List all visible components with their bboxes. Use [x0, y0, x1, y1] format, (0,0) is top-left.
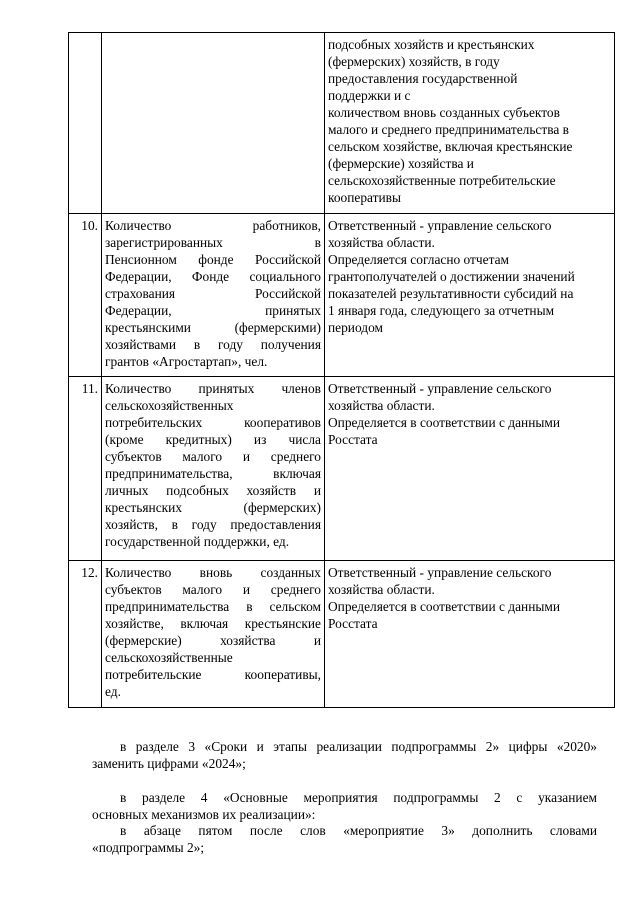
indicator-line: субъектов малого и среднего [105, 582, 321, 597]
method-cell [325, 33, 615, 214]
method-line: Росстата [328, 616, 378, 631]
method-cell [325, 377, 615, 561]
indicator-line: зарегистрированных в [105, 235, 321, 250]
indicator-line: личных подсобных хозяйств и [105, 483, 321, 498]
method-line: показателей результативности субсидий на [328, 286, 574, 301]
indicator-line: Количество работников, [105, 218, 321, 233]
method-line: Ответственный - управление сельского [328, 565, 552, 580]
method-line: Определяется в соответствии с данными [328, 415, 561, 430]
method-line: хозяйства области. [328, 398, 435, 413]
method-line: 1 января года, следующего за отчетным [328, 303, 555, 318]
method-line: хозяйства области. [328, 235, 435, 250]
indicator-line: Федерации, принятых [105, 303, 321, 318]
method-line: Определяется согласно отчетам [328, 252, 510, 267]
indicator-cell [102, 377, 325, 561]
method-cell [325, 214, 615, 377]
indicators-table [68, 32, 615, 708]
amendment-paragraph [92, 738, 597, 772]
method-line: Ответственный - управление сельского [328, 381, 552, 396]
table-row [69, 377, 615, 561]
method-line: Определяется в соответствии с данными [328, 599, 561, 614]
indicator-line: крестьянскими (фермерскими) [105, 320, 321, 335]
indicator-line: страхования Российской [105, 286, 321, 301]
method-line: сельскохозяйственные потребительские [328, 173, 556, 188]
row-number-cell [69, 33, 102, 214]
paragraph-line: в разделе 4 «Основные мероприятия подпрограммы 2 с указанием [120, 790, 597, 805]
indicator-line: грантов «Агростартап», чел. [105, 354, 268, 369]
method-line: малого и среднего предпринимательства в [328, 122, 569, 137]
indicator-line: предпринимательства в сельском [105, 599, 321, 614]
method-line: грантополучателей о достижении значений [328, 269, 575, 284]
method-line: (фермерские) хозяйства и [328, 156, 474, 171]
indicator-line: Количество принятых членов [105, 381, 321, 396]
indicator-cell [102, 561, 325, 708]
amendment-paragraph [92, 789, 597, 823]
method-line: поддержки и с [328, 88, 411, 103]
paragraph-line: основных механизмов их реализации»: [92, 807, 316, 822]
method-line: периодом [328, 320, 384, 335]
indicator-line: предпринимательства, включая [105, 466, 321, 481]
indicator-line: крестьянских (фермерских) [105, 500, 321, 515]
method-line: предоставления государственной [328, 71, 518, 86]
table-row [69, 33, 615, 214]
indicator-line: потребительские кооперативы, [105, 667, 321, 682]
indicator-line: государственной поддержки, ед. [105, 534, 290, 549]
method-line: количеством вновь созданных субъектов [328, 105, 560, 120]
table-row [69, 561, 615, 708]
method-line: Ответственный - управление сельского [328, 218, 552, 233]
indicator-line: Пенсионном фонде Российской [105, 252, 321, 267]
method-line: подсобных хозяйств и крестьянских [328, 37, 535, 52]
method-line: (фермерских) хозяйств, в году [328, 54, 500, 69]
indicator-line: Федерации, Фонде социального [105, 269, 321, 284]
paragraph-line: «подпрограммы 2»; [92, 840, 205, 855]
row-number-cell: 10. [69, 214, 102, 377]
indicator-line: субъектов малого и среднего [105, 449, 321, 464]
paragraph-line: в разделе 3 «Сроки и этапы реализации подпрограммы 2» цифры «2020» [120, 739, 597, 754]
indicator-cell [102, 214, 325, 377]
table-row [69, 214, 615, 377]
indicator-line: хозяйстве, включая крестьянские [105, 616, 321, 631]
amendment-paragraph [92, 822, 597, 856]
method-line: кооперативы [328, 190, 401, 205]
indicator-line: сельскохозяйственные [105, 650, 233, 665]
indicator-line: Количество вновь созданных [105, 565, 321, 580]
paragraph-line: в абзаце пятом после слов «мероприятие 3» дополнить словами [120, 823, 597, 838]
indicator-line: сельскохозяйственных [105, 398, 234, 413]
method-line: сельском хозяйстве, включая крестьянские [328, 139, 573, 154]
paragraph-line: заменить цифрами «2024»; [92, 756, 246, 771]
method-line: хозяйства области. [328, 582, 435, 597]
indicator-line: хозяйств, в году предоставления [105, 517, 321, 532]
method-line: Росстата [328, 432, 378, 447]
indicator-line: хозяйствами в году получения [105, 337, 321, 352]
indicator-line: (кроме кредитных) из числа [105, 432, 321, 447]
method-cell [325, 561, 615, 708]
indicator-cell [102, 33, 325, 214]
indicator-line: потребительских кооперативов [105, 415, 321, 430]
row-number-cell: 11. [69, 377, 102, 561]
indicator-line: ед. [105, 684, 121, 699]
row-number-cell: 12. [69, 561, 102, 708]
indicator-line: (фермерские) хозяйства и [105, 633, 321, 648]
